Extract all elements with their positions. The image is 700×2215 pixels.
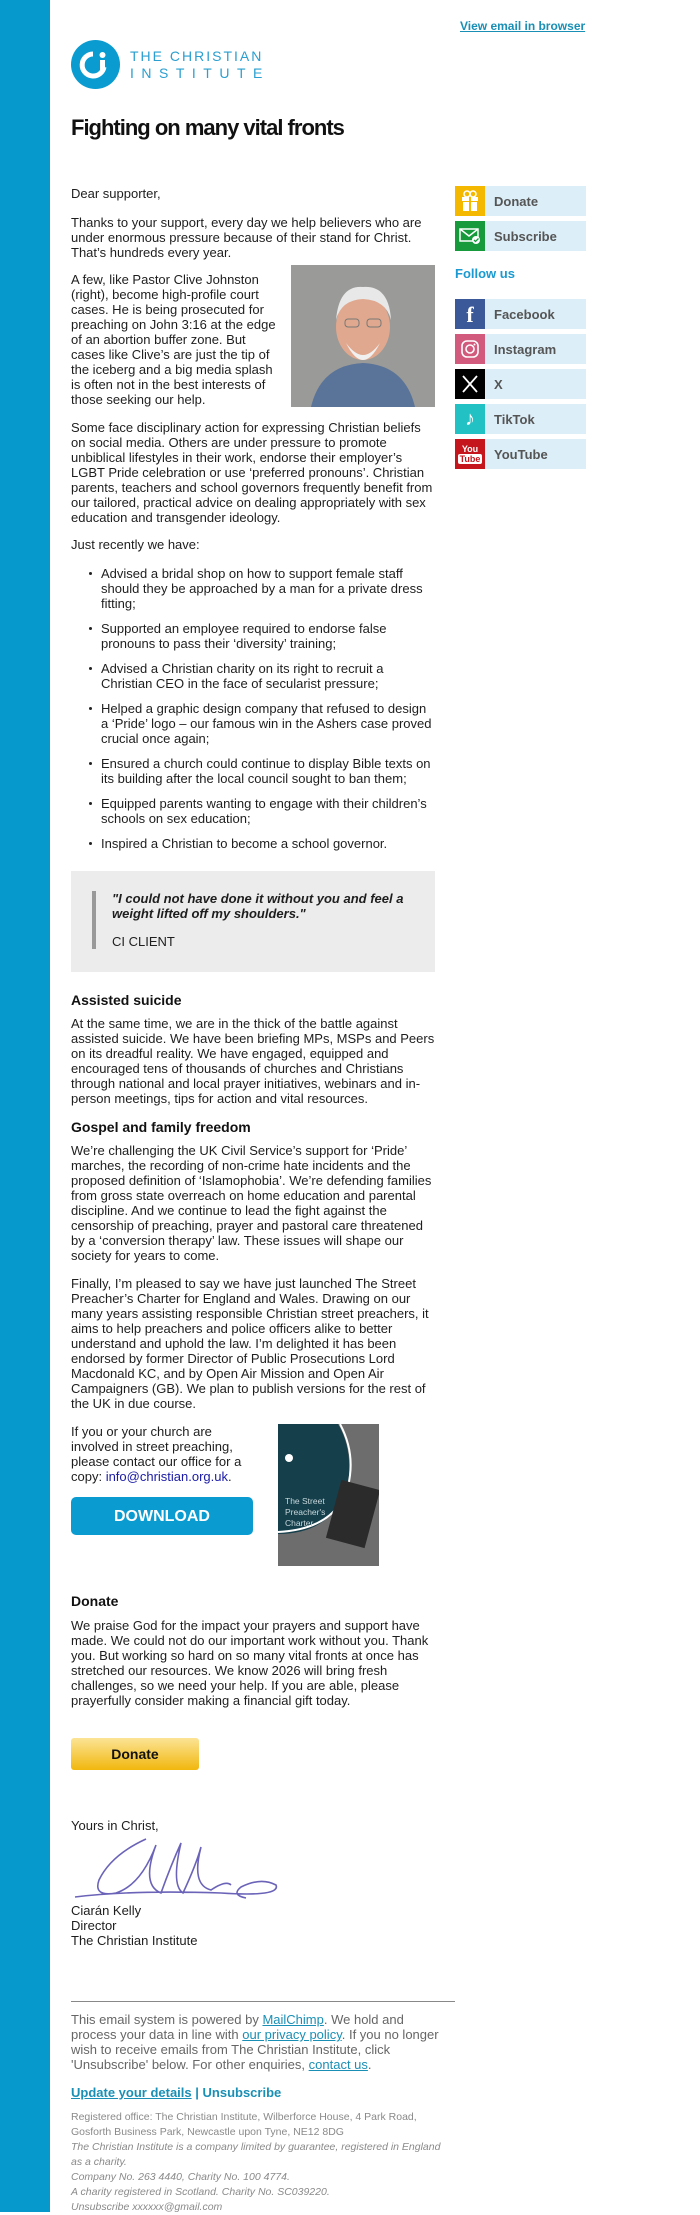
logo-text-line1: THE CHRISTIAN [130, 47, 264, 64]
signatory-name: Ciarán Kelly [71, 1903, 142, 1918]
sidebar-subscribe-label: Subscribe [494, 228, 557, 244]
social-label: TikTok [494, 411, 535, 427]
gift-icon [455, 186, 485, 216]
envelope-check-icon [455, 221, 485, 251]
donate-heading: Donate [71, 1593, 119, 1609]
assisted-suicide-paragraph: At the same time, we are in the thick of the battle against assisted suicide. We have been briefing MPs, MSPs and Peers on its dreadful reality. We have engaged, equipped and encouraged tens of thousands of churches and Christians through national and local prayer initiatives, webinars and in-person meetings, tips for action and vital resources. [71, 1016, 435, 1106]
update-details-link[interactable]: Update your details [71, 2085, 192, 2100]
social-x-link[interactable] [455, 369, 586, 399]
social-label: Instagram [494, 341, 557, 357]
assisted-suicide-heading: Assisted suicide [71, 992, 182, 1008]
street-preachers-charter-cover[interactable] [278, 1424, 379, 1566]
footer-text: This email system is powered by [71, 2012, 263, 2027]
company-info: The Christian Institute is a company limited by guarantee, registered in England as a charity. [71, 2141, 441, 2168]
page-title: Fighting on many vital fronts [71, 115, 344, 140]
sidebar-donate-button[interactable] [455, 186, 586, 216]
recently-intro: Just recently we have: [71, 537, 200, 552]
sidebar-donate-label: Donate [494, 193, 539, 209]
list-item: Supported an employee required to endorse false pronouns to pass their ‘diversity’ training; [101, 621, 435, 651]
footer-notice [71, 2012, 441, 2072]
scotland-charity: A charity registered in Scotland. Charity No. SC039220. [71, 2186, 330, 2198]
unsubscribe-link[interactable]: Unsubscribe [202, 2085, 282, 2100]
list-item: Helped a graphic design company that refused to design a ‘Pride’ logo – our famous win in the Ashers case proved crucial once again; [101, 701, 435, 746]
download-button[interactable]: DOWNLOAD [71, 1497, 253, 1535]
instagram-icon [455, 334, 485, 364]
social-label: X [494, 376, 503, 392]
donate-button[interactable]: Donate [71, 1738, 199, 1770]
list-item: Equipped parents wanting to engage with their children’s schools on sex education; [101, 796, 435, 826]
gospel-freedom-paragraph: We’re challenging the UK Civil Service’s support for ‘Pride’ marches, the recording of non-crime hate incidents and the proposed definition of ‘Islamophobia’. We’re defending families from gross state overreach on home education and parental discipline. And we continue to lead the fight against the censorship of preaching, prayer and pastoral care threatened by a ‘conversion therapy’ law. These issues will shape our society for years to come. [71, 1143, 432, 1263]
social-tiktok-link[interactable] [455, 404, 586, 434]
youtube-icon: You Tube [455, 439, 485, 469]
unsubscribe-email: Unsubscribe xxxxxx@gmail.com [71, 2201, 223, 2213]
follow-us-heading: Follow us [455, 266, 515, 281]
company-numbers: Company No. 263 4440, Charity No. 100 4774. [71, 2171, 290, 2183]
gospel-freedom-heading: Gospel and family freedom [71, 1119, 251, 1135]
testimonial-quote [71, 871, 435, 972]
social-instagram-link[interactable] [455, 334, 586, 364]
logo-mark-icon [71, 40, 120, 89]
view-in-browser-link[interactable]: View email in browser [460, 19, 586, 33]
list-item: Inspired a Christian to become a school governor. [101, 836, 435, 851]
social-youtube-link[interactable] [455, 439, 586, 469]
link-separator: | [191, 2085, 203, 2100]
quote-text: "I could not have done it without you and feel a weight lifted off my shoulders." [112, 891, 404, 921]
registered-office: Registered office: The Christian Institute, Wilberforce House, 4 Park Road, Gosforth Business Park, Newcastle upon Tyne, NE12 8DG [71, 2111, 417, 2138]
quote-source: CI CLIENT [112, 934, 175, 949]
left-accent-bar [0, 0, 50, 2212]
mailchimp-link[interactable]: MailChimp [262, 2012, 324, 2027]
footer-links [71, 2085, 435, 2100]
logo-text-line2: INSTITUTE [130, 64, 270, 81]
list-item: Advised a Christian charity on its right to recruit a Christian CEO in the face of secularist pressure; [101, 661, 435, 691]
logo[interactable] [71, 40, 270, 89]
greeting: Dear supporter, [71, 186, 161, 201]
tiktok-icon: ♪ [455, 404, 485, 434]
footer-text: . If you no longer wish to receive emails from The Christian Institute, click 'Unsubscribe' below. For other enquiries, [71, 2027, 439, 2072]
quote-bar [92, 891, 96, 949]
charter-paragraph: Finally, I’m pleased to say we have just launched The Street Preacher’s Charter for England and Wales. Drawing on our many years assisting responsible Christian street preachers, it aims to help preachers and police officers alike to better understand and uphold the law. I’m delighted it has been endorsed by former Director of Public Prosecutions Lord Macdonald KC, and by Open Air Mission and Open Air Campaigners (GB). We plan to publish versions for the rest of the UK in due course. [71, 1276, 429, 1411]
list-item: Advised a bridal shop on how to support female staff should they be approached by a man for a private dress fitting; [101, 566, 435, 611]
signatory-organisation: The Christian Institute [71, 1933, 198, 1948]
clive-paragraph: A few, like Pastor Clive Johnston (right), become high-profile court cases. He is being prosecuted for preaching on John 3:16 at the edge of an abortion buffer zone. But cases like Clive’s are just the tip of the iceberg and a big media splash is often not in the best interests of those seeking our help. [71, 272, 276, 407]
privacy-policy-link[interactable]: our privacy policy [242, 2027, 342, 2042]
list-item: Ensured a church could continue to display Bible texts on its building after the local council sought to ban them; [101, 756, 435, 786]
pastor-clive-johnston-photo [291, 265, 435, 407]
signatory-role: Director [71, 1918, 117, 1933]
facebook-icon: f [455, 299, 485, 329]
footer-divider [71, 2001, 455, 2002]
book-title: The Street Preacher's Charter [285, 1496, 326, 1528]
achievements-list [71, 566, 435, 861]
signoff: Yours in Christ, [71, 1818, 159, 1833]
disciplinary-paragraph: Some face disciplinary action for expressing Christian beliefs on social media. Others are under pressure to promote unbiblical lifestyles in their work, endorse their employer’s LGBT Pride celebration or use ‘preferred pronouns’. Christian parents, teachers and school governors frequently benefit from our tailored, practical advice on dealing appropriately with sex education and transgender ideology. [71, 420, 433, 525]
contact-us-link[interactable]: contact us [308, 2057, 368, 2072]
social-label: Facebook [494, 306, 555, 322]
sidebar-subscribe-button[interactable] [455, 221, 586, 251]
contact-email-link[interactable]: info@christian.org.uk [105, 1469, 228, 1484]
signature-image [71, 1835, 286, 1903]
contact-text: If you or your church are involved in street preaching, please contact our office for a copy: [71, 1424, 242, 1484]
donate-paragraph: We praise God for the impact your prayers and support have made. We could not do our important work without you. Thank you. But working so hard on so many vital fronts at once has stretched our resources. We know 2026 will bring fresh challenges, so we need your help. If you are able, please prayerfully consider making a financial gift today. [71, 1618, 429, 1708]
registration-info [71, 2110, 441, 2215]
footer-text: . We hold and process your data in line with [71, 2012, 404, 2042]
social-label: YouTube [494, 446, 548, 462]
intro-paragraph: Thanks to your support, every day we help believers who are under enormous pressure because of their stand for Christ. That’s hundreds every year. [71, 215, 422, 260]
social-facebook-link[interactable] [455, 299, 586, 329]
contact-paragraph: If you or your church are involved in street preaching, please contact our office for a copy: info@christian.org.uk. [71, 1424, 242, 1484]
footer-text: . [367, 2057, 372, 2072]
x-logo-icon [455, 369, 485, 399]
